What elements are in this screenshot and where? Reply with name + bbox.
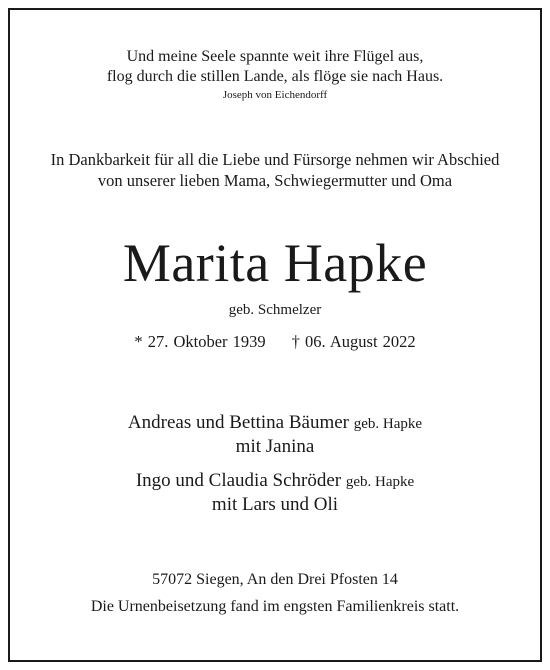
- poem-line-1: Und meine Seele spannte weit ihre Flügel aus,: [126, 48, 424, 65]
- deceased-name: Marita Hapke: [122, 233, 428, 293]
- obituary-notice: [8, 8, 542, 662]
- maiden-name: geb. Schmelzer: [228, 302, 322, 318]
- family-line-1: [10, 412, 540, 434]
- family-member-maiden: geb. Hapke: [345, 474, 415, 490]
- family-member-maiden: geb. Hapke: [353, 416, 423, 432]
- intro-line-2: von unserer lieben Mama, Schwiegermutter und Oma: [97, 171, 453, 190]
- address: 57072 Siegen, An den Drei Pfosten 14: [152, 571, 398, 588]
- family-member-names: Andreas und Bettina Bäumer: [127, 412, 350, 433]
- family-line-2: mit Janina: [235, 436, 315, 457]
- death-date: † 06. August 2022: [291, 332, 416, 351]
- intro-line-1: In Dankbarkeit für all die Liebe und Fürsorge nehmen wir Abschied: [50, 150, 500, 169]
- family-line-3: [10, 470, 540, 492]
- burial-note: Die Urnenbeisetzung fand im engsten Familienkreis statt.: [90, 598, 460, 615]
- birth-date: * 27. Oktober 1939: [134, 332, 266, 351]
- poem-line-2: flog durch die stillen Lande, als flöge sie nach Haus.: [106, 68, 444, 85]
- poem-author: Joseph von Eichendorff: [222, 89, 328, 101]
- life-dates: [10, 332, 540, 352]
- family-line-4: mit Lars und Oli: [211, 494, 339, 515]
- family-member-names: Ingo und Claudia Schröder: [135, 470, 342, 491]
